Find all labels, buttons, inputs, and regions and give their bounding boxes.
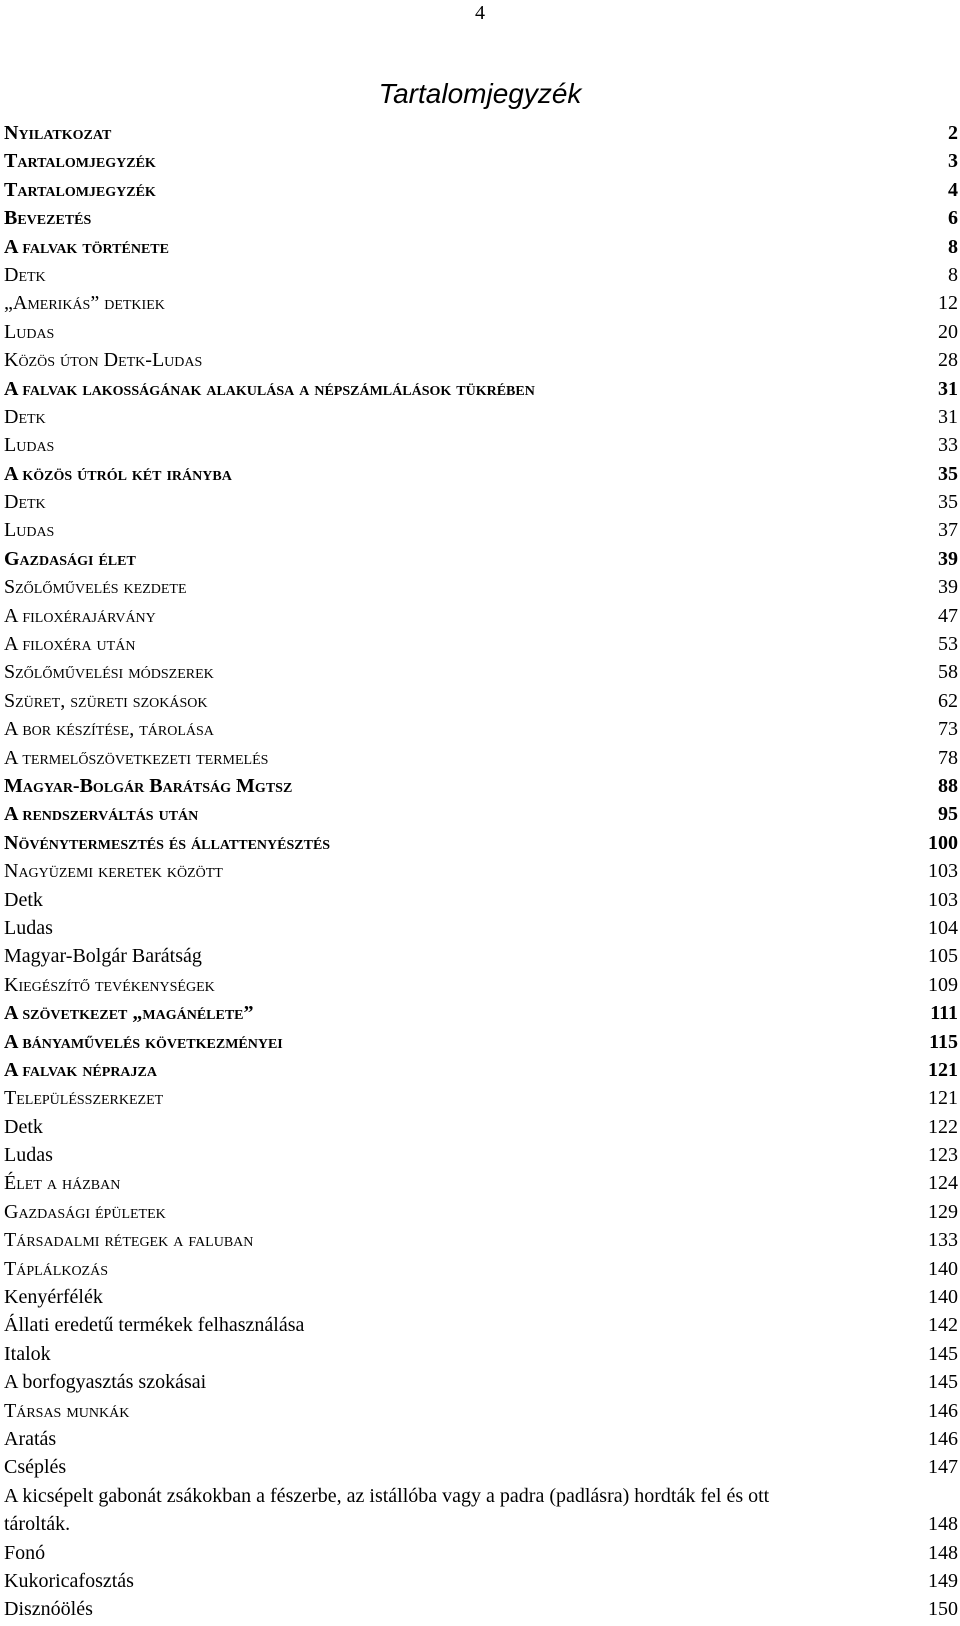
toc-entry[interactable]: [4, 687, 958, 715]
toc-entry-page: 121: [928, 1087, 958, 1110]
toc-entry-page: 129: [928, 1200, 958, 1223]
toc-entry[interactable]: [4, 1113, 958, 1141]
toc-entry[interactable]: [4, 1084, 958, 1112]
toc-entry[interactable]: [4, 772, 958, 800]
toc-entry[interactable]: [4, 289, 958, 317]
toc-entry-page: 31: [938, 405, 958, 428]
toc-entry-page: 148: [928, 1541, 958, 1564]
toc-entry-page: 145: [928, 1371, 958, 1394]
toc-entry-label: Aratás: [4, 1427, 57, 1450]
toc-entry-page: 35: [938, 491, 958, 514]
toc-entry[interactable]: [4, 1482, 958, 1539]
toc-entry-page: 111: [930, 1002, 958, 1025]
toc-entry-page: 12: [938, 292, 958, 315]
toc-entry-label: Társas munkák: [4, 1399, 130, 1422]
toc-entry-label: Bevezetés: [4, 207, 92, 230]
toc-entry[interactable]: [4, 715, 958, 743]
toc-entry-page: 33: [938, 434, 958, 457]
toc-entry-label: Detk: [4, 1115, 43, 1138]
toc-entry[interactable]: [4, 346, 958, 374]
toc-entry-label: Nyilatkozat: [4, 122, 112, 144]
toc-entry-label: Magyar-Bolgár Barátság Mgtsz: [4, 774, 293, 797]
toc-entry[interactable]: [4, 1226, 958, 1254]
toc-entry-label: Növénytermesztés és állattenyésztés: [4, 831, 331, 854]
toc-entry-page: 103: [928, 860, 958, 883]
toc-entry-label: Detk: [4, 405, 46, 428]
toc-entry-label: Detk: [4, 888, 43, 911]
toc-entry[interactable]: [4, 630, 958, 658]
toc-entry[interactable]: [4, 1425, 958, 1453]
toc-entry-label: Detk: [4, 491, 46, 514]
toc-entry-page: 104: [928, 916, 958, 939]
page-title: Tartalomjegyzék: [378, 78, 582, 109]
toc-entry-label: A bányaművelés következményei: [4, 1030, 283, 1053]
page-number: 4: [475, 2, 485, 24]
toc-entry[interactable]: [4, 1056, 958, 1084]
toc-entry-label: Magyar-Bolgár Barátság: [4, 945, 202, 968]
toc-entry-label: Ludas: [4, 1144, 53, 1167]
toc-entry-label: Tartalomjegyzék: [4, 150, 156, 173]
toc-entry-label: A szövetkezet „magánélete”: [4, 1002, 254, 1025]
toc-entry-page: 78: [938, 746, 958, 769]
toc-entry-label: Állati eredetű termékek felhasználása: [4, 1314, 305, 1337]
toc-entry-label: Kukoricafosztás: [4, 1569, 134, 1592]
toc-entry[interactable]: [4, 1141, 958, 1169]
toc-entry[interactable]: [4, 942, 958, 970]
toc-entry[interactable]: [4, 1028, 958, 1056]
toc-entry-page: 145: [928, 1342, 958, 1365]
toc-entry-page: 149: [928, 1569, 958, 1592]
toc-entry-label: Gazdasági épületek: [4, 1200, 166, 1223]
toc-entry-page: 105: [928, 945, 958, 968]
toc-entry-page: 142: [928, 1314, 958, 1337]
toc-entry-page: 148: [928, 1513, 958, 1536]
toc-entry-page: 147: [928, 1456, 958, 1479]
toc-entry[interactable]: [4, 658, 958, 686]
toc-entry-label: Ludas: [4, 434, 55, 457]
toc-entry-label: A rendszerváltás után: [4, 803, 199, 826]
toc-entry-label: A filoxérajárvány: [4, 604, 156, 627]
toc-entry-label: Szőlőművelés kezdete: [4, 576, 187, 599]
toc-entry-label: A kicsépelt gabonát zsákokban a fészerbe, az istállóba vagy a padra (padlásra) hordták fel és ott: [4, 1484, 770, 1507]
toc-entry-page: 20: [938, 320, 958, 343]
toc-entry-label: A borfogyasztás szokásai: [4, 1371, 207, 1394]
toc-entry[interactable]: [4, 602, 958, 630]
toc-entry-label: A falvak lakosságának alakulása a népszámlálások tükrében: [4, 377, 535, 400]
toc-entry-page: 2: [948, 122, 958, 144]
toc-entry-label: Kiegészítő tevékenységek: [4, 973, 215, 996]
toc-entry-label: Cséplés: [4, 1456, 67, 1479]
toc-entry[interactable]: [4, 971, 958, 999]
toc-entry-label: Ludas: [4, 916, 53, 939]
toc-entry[interactable]: [4, 1283, 958, 1311]
toc-entry[interactable]: [4, 800, 958, 828]
toc-entry[interactable]: [4, 1539, 958, 1567]
toc-entry-label: A bor készítése, tárolása: [4, 718, 214, 741]
toc-entry-label: Italok: [4, 1342, 51, 1365]
toc-entry-label: Gazdasági élet: [4, 547, 136, 570]
toc-entry-label: Településszerkezet: [4, 1087, 164, 1110]
toc-entry-label: Szőlőművelési módszerek: [4, 661, 214, 684]
toc-entry-page: 6: [948, 207, 958, 230]
toc-entry-page: 62: [938, 689, 958, 712]
toc-entry[interactable]: [4, 147, 958, 175]
toc-entry[interactable]: [4, 573, 958, 601]
toc-entry-page: 31: [938, 377, 958, 400]
toc-entry-page: 53: [938, 633, 958, 656]
toc-entry-page: 3: [948, 150, 958, 173]
toc-entry[interactable]: [4, 403, 958, 431]
toc-entry[interactable]: [4, 857, 958, 885]
toc-entry-page: 146: [928, 1427, 958, 1450]
toc-entry[interactable]: [4, 1198, 958, 1226]
toc-entry-page: 8: [948, 235, 958, 258]
toc-entry-page: 124: [928, 1172, 958, 1195]
toc-entry-page: 109: [928, 973, 958, 996]
toc-entry-page: 8: [948, 263, 958, 286]
toc-entry-page: 35: [938, 462, 958, 485]
toc-entry-label: Kenyérfélék: [4, 1286, 103, 1309]
toc-entry-label: A falvak története: [4, 235, 169, 258]
toc-entry-page: 4: [948, 178, 958, 201]
toc-entry[interactable]: [4, 1169, 958, 1197]
toc-entry-label: Disznóölés: [4, 1598, 93, 1621]
toc-entry[interactable]: [4, 176, 958, 204]
toc-entry-page: 146: [928, 1399, 958, 1422]
toc-entry[interactable]: [4, 460, 958, 488]
toc-entry-page: 47: [938, 604, 958, 627]
toc-entry[interactable]: [4, 1255, 958, 1283]
toc-entry-label: „Amerikás” detkiek: [4, 292, 165, 315]
toc-entry-label: Táplálkozás: [4, 1257, 108, 1280]
toc-entry-label: Tartalomjegyzék: [4, 178, 156, 201]
toc-entry[interactable]: [4, 119, 958, 147]
toc-entry-page: 28: [938, 349, 958, 372]
toc-entry-page: 140: [928, 1257, 958, 1280]
toc-entry-page: 115: [929, 1030, 958, 1053]
toc-entry[interactable]: [4, 1453, 958, 1481]
toc-entry-page: 37: [938, 519, 958, 542]
toc-entry-page: 133: [928, 1229, 958, 1252]
toc-entry[interactable]: [4, 999, 958, 1027]
toc-entry-label: Nagyüzemi keretek között: [4, 860, 223, 883]
toc-entry-page: 123: [928, 1144, 958, 1167]
toc-entry[interactable]: [4, 1567, 958, 1595]
toc-entry-page: 73: [938, 718, 958, 741]
toc-entry[interactable]: [4, 488, 958, 516]
toc-entry-label: Ludas: [4, 320, 55, 343]
toc-entry-label: Ludas: [4, 519, 55, 542]
toc-entry-page: 100: [928, 831, 958, 854]
table-of-contents: [4, 119, 958, 1624]
toc-entry-label: Társadalmi rétegek a faluban: [4, 1229, 254, 1252]
toc-entry-page: 39: [938, 576, 958, 599]
toc-entry-label: A falvak néprajza: [4, 1058, 157, 1081]
toc-entry[interactable]: [4, 744, 958, 772]
toc-entry-label: Közös úton Detk-Ludas: [4, 349, 203, 372]
toc-entry-label-continuation: tárolták.: [4, 1513, 71, 1536]
toc-entry-page: 150: [928, 1598, 958, 1621]
toc-entry-label: A közös útról két irányba: [4, 462, 232, 485]
toc-entry-page: 122: [928, 1115, 958, 1138]
toc-entry-label: A filoxéra után: [4, 633, 136, 656]
toc-entry[interactable]: [4, 886, 958, 914]
toc-entry[interactable]: [4, 516, 958, 544]
toc-entry-page: 140: [928, 1286, 958, 1309]
toc-entry-label: Fonó: [4, 1541, 46, 1564]
toc-entry[interactable]: [4, 318, 958, 346]
toc-entry[interactable]: [4, 1368, 958, 1396]
toc-entry[interactable]: [4, 233, 958, 261]
toc-entry[interactable]: [4, 1595, 958, 1623]
toc-entry[interactable]: [4, 204, 958, 232]
toc-entry[interactable]: [4, 829, 958, 857]
toc-entry[interactable]: [4, 1340, 958, 1368]
toc-entry-page: 121: [928, 1058, 958, 1081]
toc-entry[interactable]: [4, 545, 958, 573]
toc-entry-page: 58: [938, 661, 958, 684]
toc-entry-label: Detk: [4, 263, 46, 286]
toc-entry[interactable]: [4, 1311, 958, 1339]
toc-entry[interactable]: [4, 1397, 958, 1425]
toc-entry[interactable]: [4, 261, 958, 289]
toc-entry-page: 103: [928, 888, 958, 911]
toc-entry[interactable]: [4, 375, 958, 403]
toc-entry[interactable]: [4, 431, 958, 459]
toc-entry-label: A termelőszövetkezeti termelés: [4, 746, 269, 769]
toc-entry-page: 39: [938, 547, 958, 570]
toc-entry[interactable]: [4, 914, 958, 942]
toc-entry-label: Szüret, szüreti szokások: [4, 689, 208, 712]
toc-entry-page: 88: [938, 774, 958, 797]
toc-entry-page: 95: [938, 803, 958, 826]
toc-entry-label: Élet a házban: [4, 1172, 121, 1195]
